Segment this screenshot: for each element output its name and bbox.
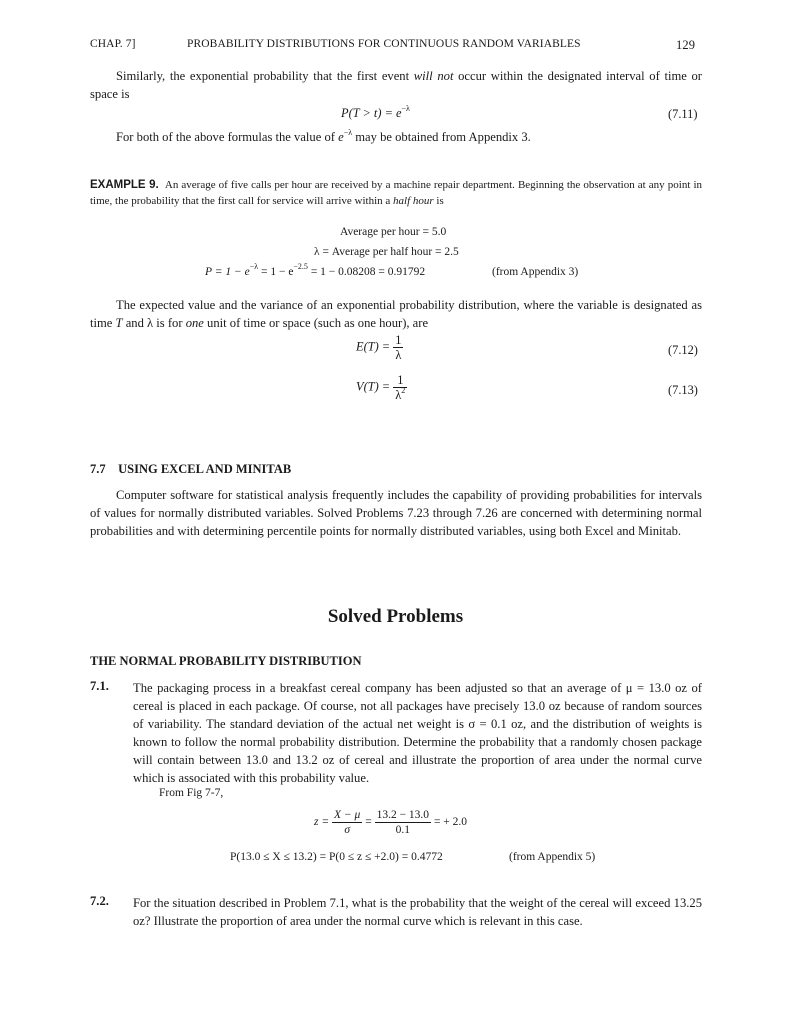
example-9-text: EXAMPLE 9. An average of five calls per hour are received by a machine repair department. Beginning the observation at any point in time, the probability that the first call for service will arrive within a half hour is: [90, 179, 703, 207]
problem-7-1-probability: P(13.0 ≤ X ≤ 13.2) = P(0 ≤ z ≤ +2.0) = 0.4772: [230, 851, 443, 863]
equation-number-7-13: (7.13): [668, 383, 698, 397]
paragraph-expected-value-variance: The expected value and the variance of an exponential probability distribution, where the variable is designated as time T and λ is for one unit of time or space (such as one hour), are: [90, 298, 702, 330]
problem-7-1-text: The packaging process in a breakfast cereal company has been adjusted so that an average of μ = 13.0 oz of cereal is placed in each package. Of course, not all packages have precisely 13.0 oz because of random sources of variability. The standard deviation of the actual net weight is σ = 0.1 oz, and the distribution of weights is known to follow the normal probability distribution. Determine the probability that a randomly chosen package will contain between 13.0 and 13.2 oz of cereal and illustrate the proportion of area under the normal curve which is associated with this probability value.: [133, 681, 702, 785]
problem-7-1-note: (from Appendix 5): [509, 851, 596, 863]
equation-7-11: $P(T > t) = e^{-\lambda}$: [341, 104, 410, 120]
example-9-label: EXAMPLE 9.: [90, 179, 159, 191]
problem-7-1-number: 7.1.: [90, 679, 109, 693]
problem-7-1-z-formula: z = $\frac{X - \mu}{\sigma}$ = $\frac{13.2 - 13.0}{0.1}$ = + 2.0: [314, 809, 468, 836]
section-7-7-text: Computer software for statistical analysis frequently includes the capability of providing probabilities for intervals of values for normally distributed variables. Solved Problems 7.23 through 7.26 are concerned with determining normal probabilities and with determining percentile points for normally distributed variables, using both Excel and Minitab.: [90, 488, 702, 538]
normal-distribution-subheading: THE NORMAL PROBABILITY DISTRIBUTION: [90, 654, 362, 668]
paragraph-appendix-3: For both of the above formulas the value of $e^{-\lambda}$ may be obtained from Appendix 3.: [116, 128, 531, 144]
equation-7-13: V(T) = $\frac{1}{\lambda^2}$: [356, 373, 406, 402]
problem-7-2-text: For the situation described in Problem 7.1, what is the probability that the weight of the cereal will exceed 13.25 oz? Illustrate the proportion of area under the normal curve which is relevant in this case.: [133, 896, 702, 928]
paragraph-exponential-not-occur: Similarly, the exponential probability that the first event will not occur within the designated interval of time or space is: [90, 69, 702, 101]
example-9-probability: $P = 1 - e^{-\lambda} = 1 - e^{-2.5} = 1 - 0.08208 = 0.91792$: [205, 262, 426, 278]
solved-problems-heading: Solved Problems: [327, 606, 464, 627]
equation-number-7-12: (7.12): [668, 343, 698, 357]
chapter-label: CHAP. 7]: [90, 38, 136, 50]
problem-7-2-number: 7.2.: [90, 894, 109, 908]
section-7-7-heading: 7.7 USING EXCEL AND MINITAB: [90, 462, 292, 476]
example-9-average-hour: Average per hour = 5.0: [340, 226, 447, 238]
page-number: 129: [676, 38, 696, 52]
equation-number-7-11: (7.11): [668, 107, 698, 121]
problem-7-1-from-figure: From Fig 7-7,: [159, 787, 224, 799]
running-title: PROBABILITY DISTRIBUTIONS FOR CONTINUOUS RANDOM VARIABLES: [187, 38, 581, 50]
example-9-note: (from Appendix 3): [492, 266, 579, 278]
equation-7-12: E(T) = $\frac{1}{\lambda}$: [356, 333, 402, 362]
example-9-average-half-hour: λ = Average per half hour = 2.5: [314, 246, 459, 258]
